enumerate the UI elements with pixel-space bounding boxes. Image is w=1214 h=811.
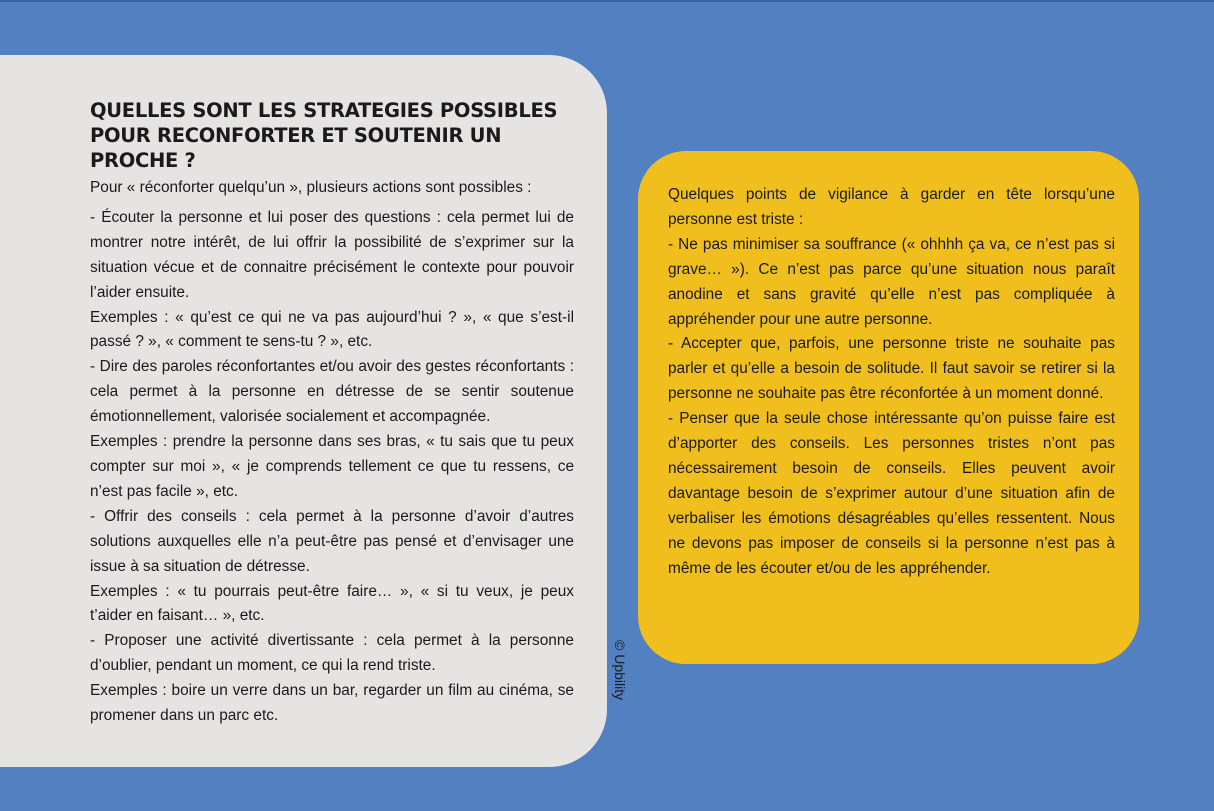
vigilance-text [668,183,1115,582]
card-title: QUELLES SONT LES STRATEGIES POSSIBLES POUR RECONFORTER ET SOUTENIR UN PROCHE ? [90,99,558,172]
example-paragraph: Exemples : « qu’est ce qui ne va pas aujourd’hui ? », « que s’est-il passé ? », « comment te sens-tu ? », etc. [90,308,574,351]
example-paragraph: Exemples : « tu pourrais peut-être faire… », « si tu veux, je peux t’aider en faisant… », etc. [90,582,574,625]
top-border-line [0,0,1214,2]
example-paragraph: Exemples : prendre la personne dans ses bras, « tu sais que tu peux compter sur moi », « je comprends tellement ce que tu ressens, ce n’est pas facile », etc. [90,433,574,500]
strategy-paragraph: - Écouter la personne et lui poser des questions : cela permet lui de montrer notre intérêt, de lui offrir la possibilité de s’exprimer sur la situation vécue et de connaitre précisément le contexte pour pouvoir l’aider ensuite. [90,208,574,301]
example-paragraph: Exemples : boire un verre dans un bar, regarder un film au cinéma, se promener dans un parc etc. [90,682,574,725]
copyright-notice: © Upbility [612,640,628,701]
strategy-paragraph: - Dire des paroles réconfortantes et/ou avoir des gestes réconfortants : cela permet à la personne en détresse de se sentir soutenue émotionnellement, valorisée socialement et accompagnée. [90,358,574,426]
vigilance-point: - Accepter que, parfois, une personne triste ne souhaite pas parler et qu’elle a besoin de solitude. Il faut savoir se retirer si la personne ne souhaite pas être réconfortée à un moment donné. [668,335,1115,403]
intro-paragraph: Pour « réconforter quelqu’un », plusieurs actions sont possibles : [90,179,532,196]
strategy-paragraph: - Offrir des conseils : cela permet à la personne d’avoir d’autres solutions auxquelles elle n’a peut-être pas pensé et d’envisager une issue à sa situation de détresse. [90,507,574,575]
strategy-paragraph: - Proposer une activité divertissante : cela permet à la personne d’oublier, pendant un moment, ce qui la rend triste. [90,632,574,675]
vigilance-point: - Penser que la seule chose intéressante qu’on puisse faire est d’apporter des conseils. Les personnes tristes n’ont pas nécessairement besoin de conseils. Elles peuvent avoir davantage besoin de s’exprimer autour d’une situation afin de verbaliser les émotions désagréables qu’elles ressentent. Nous ne devons pas imposer de conseils si la personne n’est pas à même de les écouter et/ou de les appréhender. [668,410,1115,577]
vigilance-point: - Ne pas minimiser sa souffrance (« ohhhh ça va, ce n’est pas si grave… »). Ce n’est pas parce qu’une situation nous paraît anodine et sans gravité qu’elle n’est pas compliquée à appréhender pour une autre personne. [668,235,1115,328]
vigilance-intro: Quelques points de vigilance à garder en tête lorsqu’une personne est triste : [668,186,1115,228]
strategies-text [90,176,574,729]
